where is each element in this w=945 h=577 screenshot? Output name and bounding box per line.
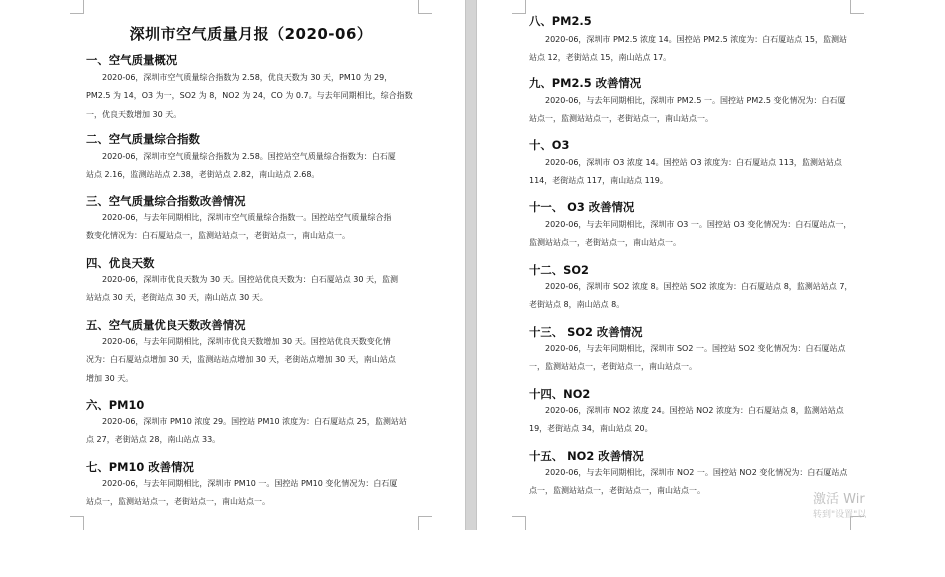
workspace-background (0, 530, 945, 577)
paragraph-line: 2020-06，深圳市 NO2 浓度 24。国控站 NO2 浓度为：白石厦站点 8，监测站站点 (545, 406, 844, 415)
paragraph-line: 2020-06，深圳市 PM10 浓度 29。国控站 PM10 浓度为：白石厦站点 25，监测站站 (102, 417, 407, 426)
section-paragraph (529, 31, 847, 68)
paragraph-line: 2020-06，深圳市 SO2 浓度 8。国控站 SO2 浓度为：白石厦站点 8，监测站站点 7， (545, 282, 853, 291)
paragraph-line: 点 27，老街站点 28，南山站点 33。 (86, 435, 221, 445)
section-heading: 七、PM10 改善情况 (86, 460, 194, 474)
paragraph-line: 19，老街站点 34，南山站点 20。 (529, 424, 653, 434)
paragraph-line: 站点一，监测站站点一，老街站点一，南山站点一。 (529, 114, 713, 124)
section-paragraph (86, 475, 397, 512)
section-heading: 十五、 NO2 改善情况 (529, 449, 644, 463)
section-heading: 二、空气质量综合指数 (86, 132, 200, 146)
page-gap (465, 0, 477, 530)
section-paragraph (86, 148, 396, 185)
section-heading: 十、O3 (529, 138, 570, 152)
paragraph-line: 点一，监测站站点一，老街站点一，南山站点一。 (529, 486, 705, 496)
corner-mark (418, 516, 432, 530)
section-heading: 十三、 SO2 改善情况 (529, 325, 643, 339)
paragraph-line: 2020-06，与去年同期相比，深圳市 PM10 一。国控站 PM10 变化情况为：白石厦 (102, 479, 398, 488)
paragraph-line: 2020-06，深圳市 O3 浓度 14。国控站 O3 浓度为：白石厦站点 113，监测站站点 (545, 158, 842, 167)
paragraph-line: 2020-06，与去年同期相比，深圳市 PM2.5 一。国控站 PM2.5 变化情况为：白石厦 (545, 96, 846, 105)
activation-watermark-subtitle: 转到"设置"以 (813, 510, 867, 520)
paragraph-line: 2020-06，深圳市优良天数为 30 天。国控站优良天数为：白石厦站点 30 天，监测 (102, 275, 398, 284)
paragraph-line: 2020-06，深圳市 PM2.5 浓度 14。国控站 PM2.5 浓度为：白石厦站点 15，监测站 (545, 35, 847, 44)
corner-mark (70, 516, 84, 530)
section-heading: 十四、NO2 (529, 387, 591, 401)
section-paragraph (86, 271, 398, 308)
paragraph-line: 站点一，监测站站点一，老街站点一，南山站点一。 (86, 497, 270, 507)
corner-mark (70, 0, 84, 14)
section-paragraph (86, 69, 413, 124)
activation-watermark: 激活 Wir (813, 492, 865, 507)
paragraph-line: 况为：白石厦站点增加 30 天，监测站站点增加 30 天，老街站点增加 30 天，南山站点 (86, 355, 396, 365)
paragraph-line: 2020-06，深圳市空气质量综合指数为 2.58。国控站空气质量综合指数为：白石厦 (102, 152, 396, 161)
corner-mark (850, 0, 864, 14)
paragraph-line: 站点 12，老街站点 15，南山站点 17。 (529, 53, 672, 63)
paragraph-line: 数变化情况为：白石厦站点一，监测站站点一，老街站点一，南山站点一。 (86, 231, 350, 241)
section-paragraph (529, 402, 844, 439)
section-paragraph (529, 464, 847, 501)
corner-mark (512, 0, 526, 14)
section-heading: 六、PM10 (86, 398, 145, 412)
paragraph-line: PM2.5 为 14，O3 为一，SO2 为 8，NO2 为 24，CO 为 0.7。与去年同期相比，综合指数 (86, 91, 413, 101)
corner-mark (418, 0, 432, 14)
paragraph-line: 2020-06，与去年同期相比，深圳市空气质量综合指数一。国控站空气质量综合指 (102, 213, 392, 222)
paragraph-line: 监测站站点一，老街站点一，南山站点一。 (529, 238, 681, 248)
paragraph-line: 2020-06，与去年同期相比，深圳市 NO2 一。国控站 NO2 变化情况为：白石厦站点 (545, 468, 848, 477)
paragraph-line: 2020-06，与去年同期相比，深圳市优良天数增加 30 天。国控站优良天数变化情 (102, 337, 391, 346)
section-paragraph (529, 216, 851, 253)
section-paragraph (86, 209, 391, 246)
section-paragraph (529, 278, 852, 315)
paragraph-line: 站点 2.16，监测站站点 2.38，老街站点 2.82，南山站点 2.68。 (86, 170, 320, 180)
section-paragraph (529, 154, 842, 191)
section-paragraph (529, 340, 846, 377)
section-heading: 一、空气质量概况 (86, 53, 178, 67)
paragraph-line: 114，老街站点 117，南山站点 119。 (529, 176, 668, 186)
paragraph-line: 2020-06，与去年同期相比，深圳市 O3 一。国控站 O3 变化情况为：白石厦站点一， (545, 220, 852, 229)
paragraph-line: 一，优良天数增加 30 天。 (86, 109, 182, 119)
section-paragraph (529, 92, 846, 129)
section-heading: 九、PM2.5 改善情况 (529, 76, 642, 90)
section-heading: 十二、SO2 (529, 263, 589, 277)
paragraph-line: 一，监测站站点一，老街站点一，南山站点一。 (529, 362, 697, 372)
paragraph-line: 增加 30 天。 (86, 373, 134, 383)
paragraph-line: 2020-06，深圳市空气质量综合指数为 2.58，优良天数为 30 天，PM10 为 29， (102, 73, 393, 82)
corner-mark (512, 516, 526, 530)
section-heading: 十一、 O3 改善情况 (529, 200, 635, 214)
section-heading: 四、优良天数 (86, 256, 155, 270)
document-page-1[interactable] (70, 0, 432, 530)
paragraph-line: 站站点 30 天，老街站点 30 天，南山站点 30 天。 (86, 293, 268, 303)
section-heading: 五、空气质量优良天数改善情况 (86, 318, 246, 332)
document-title: 深圳市空气质量月报（2020-06） (129, 25, 373, 43)
section-paragraph (86, 413, 407, 450)
section-paragraph (86, 333, 396, 388)
section-heading: 三、空气质量综合指数改善情况 (86, 194, 246, 208)
paragraph-line: 老街站点 8，南山站点 8。 (529, 300, 625, 310)
paragraph-line: 2020-06，与去年同期相比，深圳市 SO2 一。国控站 SO2 变化情况为：白石厦站点 (545, 344, 846, 353)
section-heading: 八、PM2.5 (529, 14, 592, 28)
document-page-2[interactable] (512, 0, 867, 530)
